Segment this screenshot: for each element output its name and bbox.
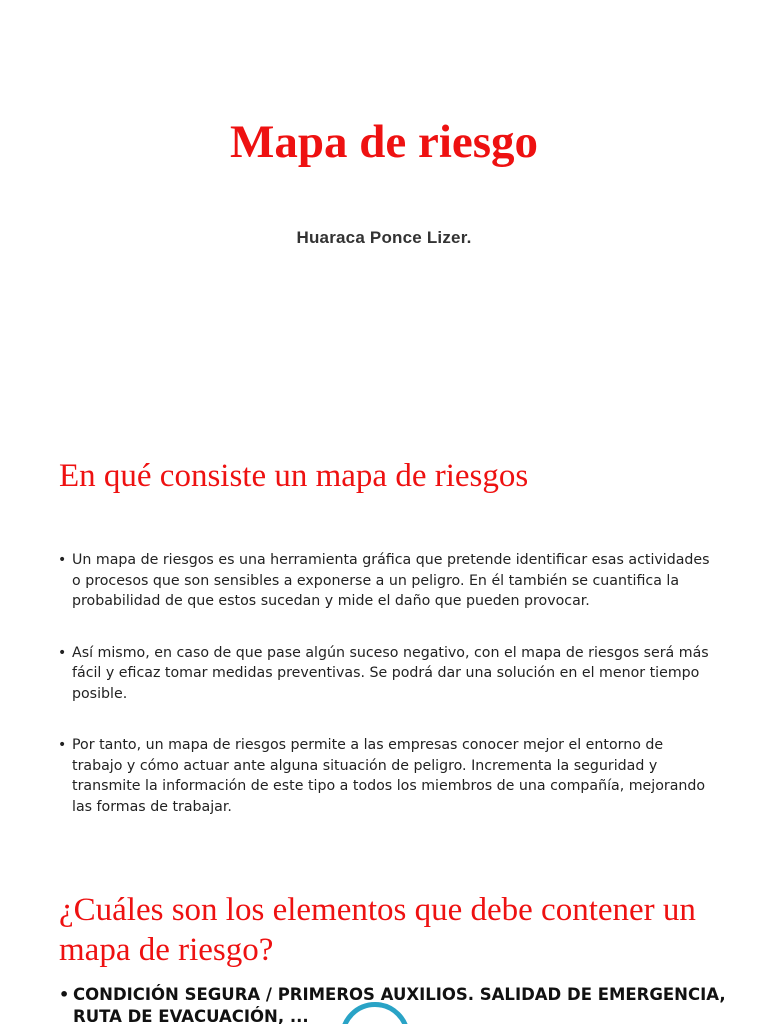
bullet-item <box>58 643 718 705</box>
slide-definition <box>0 430 768 862</box>
bullet-text: Por tanto, un mapa de riesgos permite a las empresas conocer mejor el entorno de trabajo y cómo actuar ante alguna situación de peligro. Incrementa la seguridad y transmite la información de este tipo a todos los miembros de una compañía, mejorando las formas de trabajar. <box>72 737 706 815</box>
bullet-list <box>59 984 739 1024</box>
slide-title <box>0 0 768 430</box>
bullet-icon: • <box>58 552 67 568</box>
slide-heading: En qué consiste un mapa de riesgos <box>59 458 529 494</box>
bullet-list <box>58 550 718 848</box>
slide-elements <box>0 862 768 1024</box>
presentation-title: Mapa de riesgo <box>229 116 539 168</box>
bullet-text: CONDICIÓN SEGURA / PRIMEROS AUXILIOS. SALIDAD DE EMERGENCIA, RUTA DE EVACUACIÓN, ... <box>73 985 726 1024</box>
slide-heading: ¿Cuáles son los elementos que debe contener un mapa de riesgo? <box>59 892 696 968</box>
bullet-icon: • <box>58 737 67 753</box>
bullet-icon: • <box>58 644 67 661</box>
bullet-item <box>58 550 718 612</box>
author-name: Huaraca Ponce Lizer. <box>296 228 472 247</box>
bullet-item <box>59 984 739 1024</box>
bullet-text: Un mapa de riesgos es una herramienta gráfica que pretende identificar esas actividades o procesos que son sensibles a exponerse a un peligro. En él también se cuantifica la probabilidad de que estos sucedan y mide el daño que pueden provocar. <box>72 552 710 609</box>
bullet-item <box>58 735 718 817</box>
bullet-text: Así mismo, en caso de que pase algún suceso negativo, con el mapa de riesgos será más fácil y eficaz tomar medidas preventivas. Se podrá dar una solución en el menor tiempo posible. <box>72 644 709 702</box>
bullet-icon: • <box>59 985 70 1004</box>
